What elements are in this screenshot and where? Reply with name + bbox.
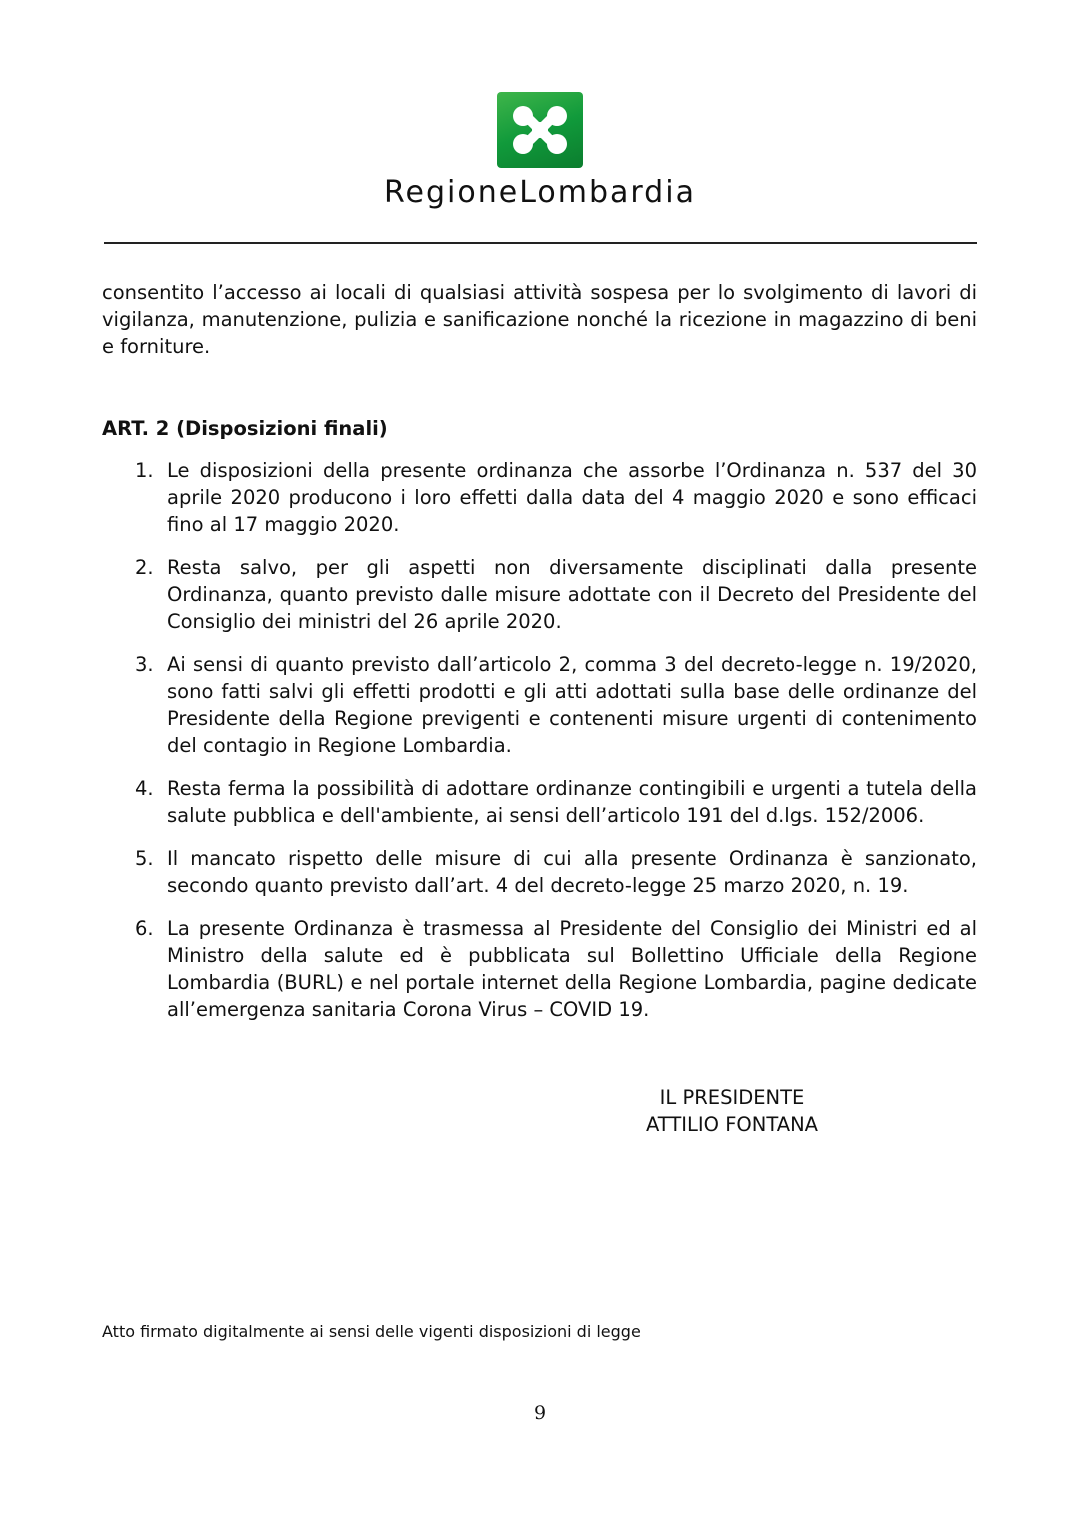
intro-paragraph: consentito l’accesso ai locali di qualsiasi attività sospesa per lo svolgimento di lavori di vigilanza, manutenzione, pulizia e sanificazione nonché la ricezione in magazzino di beni e forniture. (102, 281, 977, 358)
article-heading: ART. 2 (Disposizioni finali) (102, 417, 388, 440)
list-item (102, 554, 977, 635)
list-item-number: 5. (135, 847, 154, 870)
list-item (102, 845, 977, 899)
list-item (102, 775, 977, 829)
page-number: 9 (533, 1402, 547, 1424)
list-item-number: 3. (135, 653, 154, 676)
list-item-number: 4. (135, 777, 154, 800)
list-item-text: Ai sensi di quanto previsto dall’articolo 2, comma 3 del decreto-legge n. 19/2020, sono fatti salvi gli effetti prodotti e gli atti adottati sulla base delle ordinanze del Presidente della Regione previgenti e contenenti misure urgenti di contenimento del contagio in Regione Lombardia. (167, 653, 977, 757)
signature-block (590, 1084, 874, 1138)
article-items-list (102, 457, 977, 1039)
signature-name: ATTILIO FONTANA (645, 1113, 819, 1136)
list-item-text: Il mancato rispetto delle misure di cui alla presente Ordinanza è sanzionato, secondo quanto previsto dall’art. 4 del decreto-legge 25 marzo 2020, n. 19. (167, 847, 977, 897)
digital-signature-note: Atto firmato digitalmente ai sensi delle vigenti disposizioni di legge (102, 1322, 641, 1341)
signature-title: IL PRESIDENTE (659, 1086, 805, 1109)
list-item (102, 915, 977, 1023)
header-divider (104, 242, 977, 244)
logo-text: RegioneLombardia (384, 175, 696, 210)
list-item-number: 1. (135, 459, 154, 482)
list-item-text: Resta ferma la possibilità di adottare ordinanze contingibili e urgenti a tutela della salute pubblica e dell'ambiente, ai sensi dell’articolo 191 del d.lgs. 152/2006. (167, 777, 977, 827)
list-item (102, 651, 977, 759)
list-item-number: 2. (135, 556, 154, 579)
regione-lombardia-logo-icon (497, 92, 583, 168)
list-item-text: La presente Ordinanza è trasmessa al Presidente del Consiglio dei Ministri ed al Ministro della salute ed è pubblicata sul Bollettino Ufficiale della Regione Lombardia (BURL) e nel portale internet della Regione Lombardia, pagine dedicate all’emergenza sanitaria Corona Virus – COVID 19. (167, 917, 977, 1021)
list-item-number: 6. (135, 917, 154, 940)
list-item-text: Resta salvo, per gli aspetti non diversamente disciplinati dalla presente Ordinanza, quanto previsto dalle misure adottate con il Decreto del Presidente del Consiglio dei ministri del 26 aprile 2020. (167, 556, 977, 633)
list-item (102, 457, 977, 538)
logo (0, 92, 1080, 172)
list-item-text: Le disposizioni della presente ordinanza che assorbe l’Ordinanza n. 537 del 30 aprile 2020 producono i loro effetti dalla data del 4 maggio 2020 e sono efficaci fino al 17 maggio 2020. (167, 459, 977, 536)
